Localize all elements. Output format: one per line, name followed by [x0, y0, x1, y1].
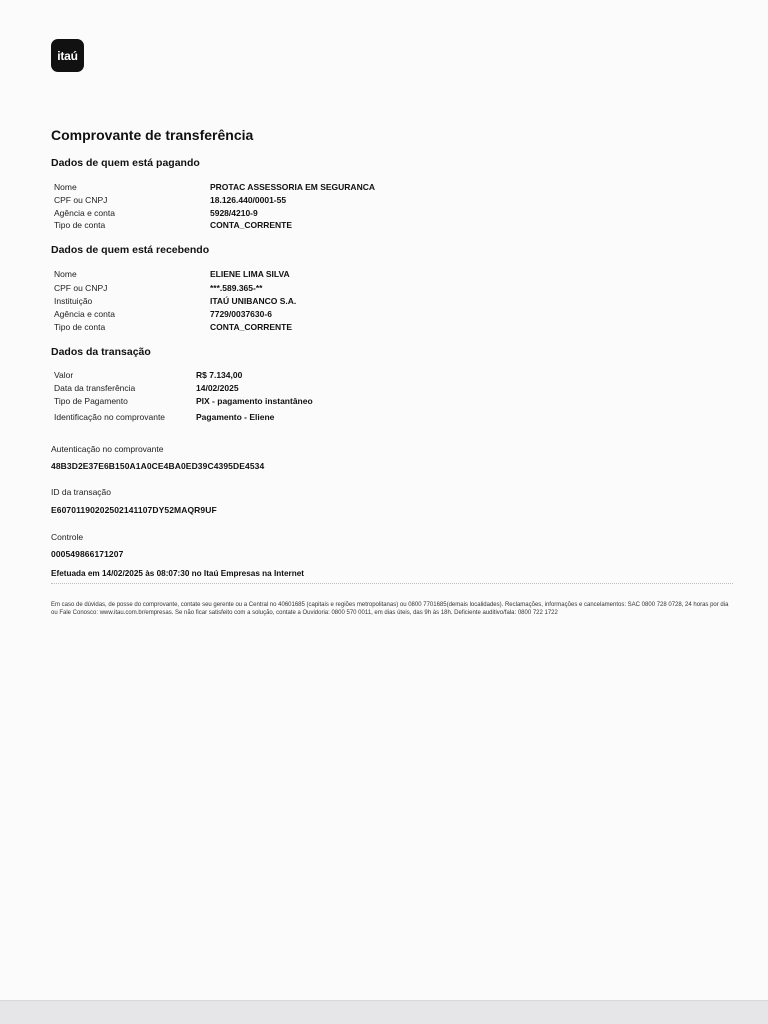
receiver-institution-row [54, 295, 734, 307]
row-value: CONTA_CORRENTE [210, 322, 293, 332]
row-value: 7729/0037630-6 [210, 309, 272, 319]
row-value: PIX - pagamento instantâneo [196, 396, 313, 406]
authentication-label: Autenticação no comprovante [51, 444, 164, 454]
payer-section-title: Dados de quem está pagando [51, 157, 200, 169]
transaction-id-value: E60701190202502141107DY52MAQR9UF [51, 505, 217, 515]
control-value: 000549866171207 [51, 549, 124, 559]
row-label: CPF ou CNPJ [54, 283, 108, 293]
payer-document-row [54, 194, 734, 206]
scan-bottom-edge [0, 1000, 768, 1024]
control-label: Controle [51, 532, 84, 542]
transaction-section-title: Dados da transação [51, 346, 151, 358]
row-value: CONTA_CORRENTE [210, 220, 293, 230]
transaction-amount-row [54, 369, 734, 381]
row-value: PROTAC ASSESSORIA EM SEGURANCA [210, 182, 375, 192]
transaction-date-row [54, 382, 734, 394]
row-label: Tipo de conta [54, 220, 106, 230]
row-label: Nome [54, 182, 77, 192]
payer-account-type-row [54, 219, 734, 231]
row-label: Tipo de Pagamento [54, 396, 128, 406]
row-label: Tipo de conta [54, 322, 106, 332]
row-value: ELIENE LIMA SILVA [210, 269, 290, 279]
row-label: Data da transferência [54, 383, 136, 393]
divider [51, 583, 733, 584]
payer-name-row [54, 181, 734, 193]
row-value: 14/02/2025 [196, 383, 239, 393]
page-title: Comprovante de transferência [51, 127, 254, 143]
row-label: Valor [54, 370, 74, 380]
receiver-account-row [54, 308, 734, 320]
row-label: CPF ou CNPJ [54, 195, 108, 205]
row-value: 18.126.440/0001-55 [210, 195, 287, 205]
row-value: 5928/4210-9 [210, 208, 258, 218]
receiver-section-title: Dados de quem está recebendo [51, 244, 210, 256]
transaction-identification-row [54, 411, 734, 423]
payer-account-row [54, 207, 734, 219]
row-label: Agência e conta [54, 208, 115, 218]
row-label: Agência e conta [54, 309, 115, 319]
authentication-value: 48B3D2E37E6B150A1A0CE4BA0ED39C4395DE4534 [51, 461, 265, 471]
logo-text: itaú [57, 48, 78, 63]
receiver-account-type-row [54, 321, 734, 333]
row-value: R$ 7.134,00 [196, 370, 243, 380]
receiver-name-row [54, 268, 734, 280]
transaction-payment-type-row [54, 395, 734, 407]
effectuated-note: Efetuada em 14/02/2025 às 08:07:30 no Itaú Empresas na Internet [51, 569, 305, 578]
row-label: Identificação no comprovante [54, 412, 166, 422]
row-label: Nome [54, 269, 77, 279]
itau-logo [51, 39, 84, 72]
receiver-document-row [54, 282, 734, 294]
row-value: Pagamento - Eliene [196, 412, 275, 422]
transaction-id-label: ID da transação [51, 487, 112, 497]
footer-disclaimer: Em caso de dúvidas, de posse do comprovante, contate seu gerente ou a Central no 40601685 (capitais e regiões metropolitanas) ou 0800 7701685(demais localidades). Reclamações, informações e cancelamentos: SAC 0800 728 0728, 24 horas por dia ou Fale Conosco: www.itau.com.br/empresas. Se não ficar satisfeito com a solução, contate a Ouvidoria: 0800 570 0011, em dias úteis, das 9h às 18h. Deficiente auditivo/fala: 0800 722 1722 [51, 602, 729, 616]
row-value: ***.589.365-** [210, 283, 263, 293]
row-label: Instituição [54, 296, 93, 306]
row-value: ITAÚ UNIBANCO S.A. [210, 296, 297, 306]
